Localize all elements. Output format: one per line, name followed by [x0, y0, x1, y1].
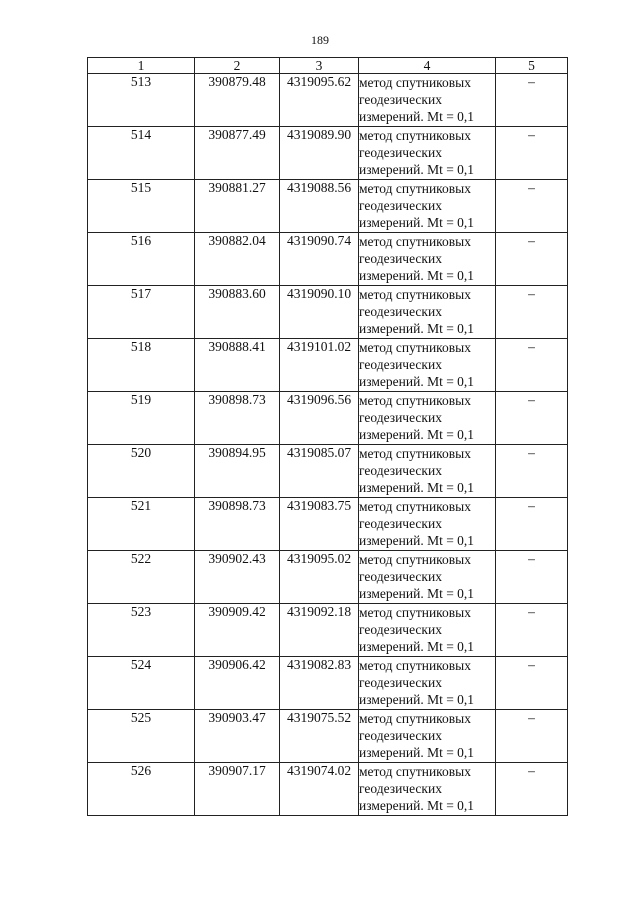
note-cell: –: [496, 710, 568, 763]
point-number-cell: 526: [88, 763, 195, 816]
x-coordinate-cell: 390881.27: [195, 180, 280, 233]
table-row: [88, 127, 568, 180]
method-cell: метод спутниковых геодезических измерений. Mt = 0,1: [359, 233, 496, 286]
header-row: [88, 58, 568, 74]
note-cell: –: [496, 233, 568, 286]
point-number-cell: 514: [88, 127, 195, 180]
y-coordinate-cell: 4319083.75: [280, 498, 359, 551]
method-cell: метод спутниковых геодезических измерений. Mt = 0,1: [359, 286, 496, 339]
y-coordinate-cell: 4319095.02: [280, 551, 359, 604]
method-cell: метод спутниковых геодезических измерений. Mt = 0,1: [359, 498, 496, 551]
method-cell: метод спутниковых геодезических измерений. Mt = 0,1: [359, 710, 496, 763]
header-col-3: 3: [280, 58, 359, 74]
x-coordinate-cell: 390903.47: [195, 710, 280, 763]
point-number-cell: 513: [88, 74, 195, 127]
table-row: [88, 392, 568, 445]
header-col-1: 1: [88, 58, 195, 74]
method-cell: метод спутниковых геодезических измерений. Mt = 0,1: [359, 551, 496, 604]
table-body: [88, 74, 568, 816]
x-coordinate-cell: 390907.17: [195, 763, 280, 816]
table-row: [88, 339, 568, 392]
x-coordinate-cell: 390882.04: [195, 233, 280, 286]
y-coordinate-cell: 4319074.02: [280, 763, 359, 816]
point-number-cell: 519: [88, 392, 195, 445]
y-coordinate-cell: 4319090.74: [280, 233, 359, 286]
y-coordinate-cell: 4319075.52: [280, 710, 359, 763]
x-coordinate-cell: 390879.48: [195, 74, 280, 127]
y-coordinate-cell: 4319096.56: [280, 392, 359, 445]
method-cell: метод спутниковых геодезических измерений. Mt = 0,1: [359, 74, 496, 127]
table-row: [88, 74, 568, 127]
x-coordinate-cell: 390898.73: [195, 392, 280, 445]
x-coordinate-cell: 390898.73: [195, 498, 280, 551]
x-coordinate-cell: 390902.43: [195, 551, 280, 604]
table-row: [88, 604, 568, 657]
x-coordinate-cell: 390883.60: [195, 286, 280, 339]
y-coordinate-cell: 4319088.56: [280, 180, 359, 233]
x-coordinate-cell: 390877.49: [195, 127, 280, 180]
method-cell: метод спутниковых геодезических измерений. Mt = 0,1: [359, 763, 496, 816]
table-row: [88, 551, 568, 604]
x-coordinate-cell: 390888.41: [195, 339, 280, 392]
header-col-4: 4: [359, 58, 496, 74]
note-cell: –: [496, 657, 568, 710]
y-coordinate-cell: 4319082.83: [280, 657, 359, 710]
y-coordinate-cell: 4319089.90: [280, 127, 359, 180]
header-col-5: 5: [496, 58, 568, 74]
note-cell: –: [496, 180, 568, 233]
point-number-cell: 518: [88, 339, 195, 392]
point-number-cell: 524: [88, 657, 195, 710]
table-row: [88, 445, 568, 498]
table-row: [88, 657, 568, 710]
table-row: [88, 710, 568, 763]
point-number-cell: 525: [88, 710, 195, 763]
table-row: [88, 180, 568, 233]
y-coordinate-cell: 4319101.02: [280, 339, 359, 392]
point-number-cell: 517: [88, 286, 195, 339]
y-coordinate-cell: 4319092.18: [280, 604, 359, 657]
note-cell: –: [496, 445, 568, 498]
note-cell: –: [496, 763, 568, 816]
method-cell: метод спутниковых геодезических измерений. Mt = 0,1: [359, 657, 496, 710]
method-cell: метод спутниковых геодезических измерений. Mt = 0,1: [359, 445, 496, 498]
header-col-2: 2: [195, 58, 280, 74]
table-row: [88, 498, 568, 551]
method-cell: метод спутниковых геодезических измерений. Mt = 0,1: [359, 180, 496, 233]
table-row: [88, 763, 568, 816]
note-cell: –: [496, 551, 568, 604]
x-coordinate-cell: 390894.95: [195, 445, 280, 498]
point-number-cell: 523: [88, 604, 195, 657]
note-cell: –: [496, 286, 568, 339]
x-coordinate-cell: 390909.42: [195, 604, 280, 657]
point-number-cell: 520: [88, 445, 195, 498]
y-coordinate-cell: 4319095.62: [280, 74, 359, 127]
table-header: [88, 58, 568, 74]
note-cell: –: [496, 604, 568, 657]
point-number-cell: 522: [88, 551, 195, 604]
y-coordinate-cell: 4319085.07: [280, 445, 359, 498]
method-cell: метод спутниковых геодезических измерений. Mt = 0,1: [359, 604, 496, 657]
y-coordinate-cell: 4319090.10: [280, 286, 359, 339]
method-cell: метод спутниковых геодезических измерений. Mt = 0,1: [359, 392, 496, 445]
note-cell: –: [496, 392, 568, 445]
method-cell: метод спутниковых геодезических измерений. Mt = 0,1: [359, 127, 496, 180]
page-number: 189: [311, 33, 329, 47]
x-coordinate-cell: 390906.42: [195, 657, 280, 710]
table-row: [88, 233, 568, 286]
point-number-cell: 516: [88, 233, 195, 286]
point-number-cell: 515: [88, 180, 195, 233]
method-cell: метод спутниковых геодезических измерений. Mt = 0,1: [359, 339, 496, 392]
note-cell: –: [496, 339, 568, 392]
coordinates-table: [87, 57, 568, 816]
note-cell: –: [496, 498, 568, 551]
point-number-cell: 521: [88, 498, 195, 551]
table-row: [88, 286, 568, 339]
note-cell: –: [496, 127, 568, 180]
note-cell: –: [496, 74, 568, 127]
